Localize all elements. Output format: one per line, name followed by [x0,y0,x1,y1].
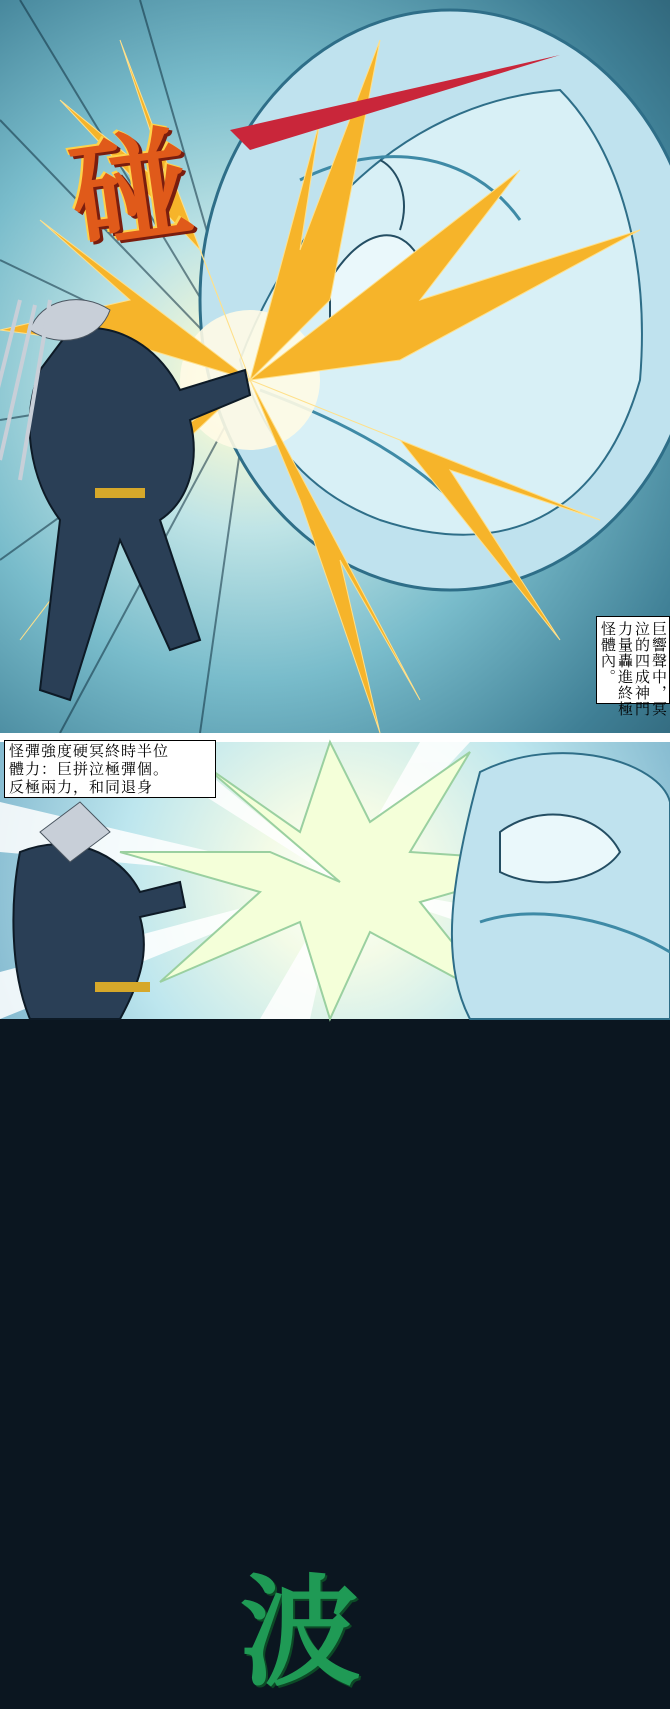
monster-body-bottom [452,753,670,1019]
caption-column: 怪體內。 [599,621,617,685]
sfx-wave-text: 波 [240,1562,360,1703]
caption-column: 泣的四成神門 [633,621,651,717]
narration-caption-top [596,616,670,717]
narration-caption-bottom [4,740,216,798]
panel-top-clash [0,0,670,733]
sfx-bang-text: 碰 [62,112,199,267]
caption-row: 體力：巨拼泣極彈個。 [9,760,170,778]
caption-column: 巨響聲中，冥 [650,621,668,717]
caption-column: 力量轟進終極 [616,621,634,717]
caption-row: 怪彈強度硬冥終時半位 [9,742,170,760]
caption-row: 反極兩力，和同退身 [9,778,154,796]
